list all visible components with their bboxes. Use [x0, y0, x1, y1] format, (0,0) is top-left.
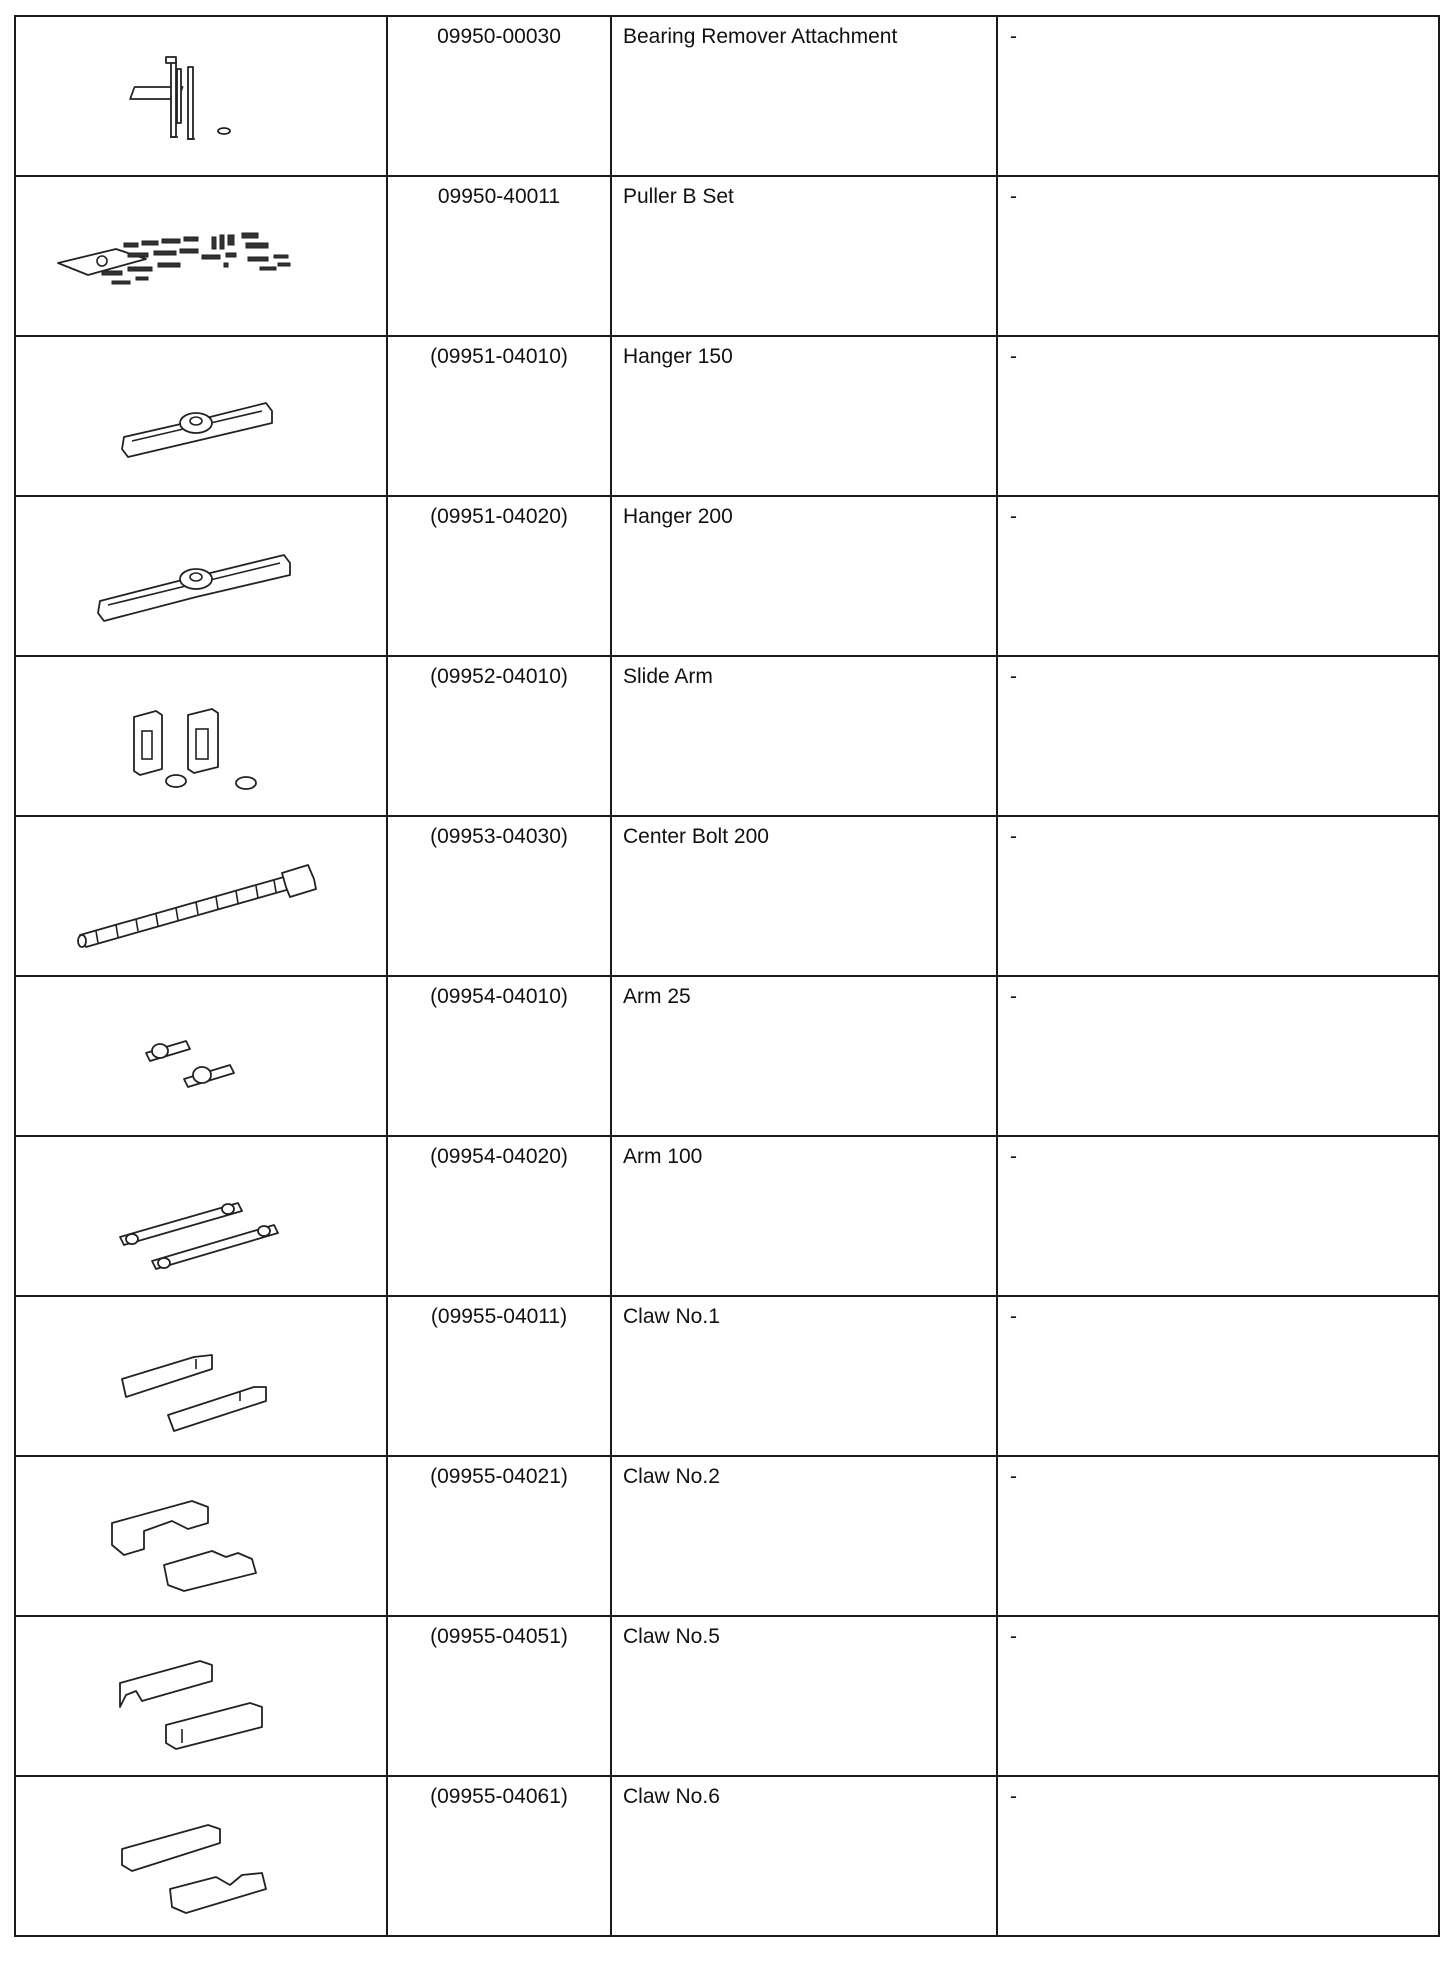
tool-note: - [997, 1136, 1439, 1296]
tool-note: - [997, 16, 1439, 176]
tool-name: Arm 25 [611, 976, 997, 1136]
part-number: (09953-04030) [387, 816, 611, 976]
part-number: (09951-04010) [387, 336, 611, 496]
table-row [15, 336, 1439, 496]
part-number: (09955-04051) [387, 1616, 611, 1776]
hanger-200-icon [16, 497, 386, 655]
tool-illustration-cell [15, 1776, 387, 1936]
slide-arm-icon [16, 657, 386, 815]
table-row [15, 1136, 1439, 1296]
part-number: 09950-40011 [387, 176, 611, 336]
claw-no2-icon [16, 1457, 386, 1615]
table-row [15, 496, 1439, 656]
tool-name: Puller B Set [611, 176, 997, 336]
tool-illustration-cell [15, 976, 387, 1136]
table-row [15, 176, 1439, 336]
bearing-remover-attachment-icon [16, 17, 386, 175]
special-tools-table [14, 15, 1440, 1937]
tool-illustration-cell [15, 336, 387, 496]
table-row [15, 1776, 1439, 1936]
tool-note: - [997, 1616, 1439, 1776]
table-row [15, 976, 1439, 1136]
table-row [15, 1456, 1439, 1616]
tool-note: - [997, 816, 1439, 976]
puller-b-set-icon [16, 177, 386, 335]
tool-illustration-cell [15, 1616, 387, 1776]
part-number: (09951-04020) [387, 496, 611, 656]
part-number: (09955-04061) [387, 1776, 611, 1936]
tool-note: - [997, 976, 1439, 1136]
tool-note: - [997, 496, 1439, 656]
tool-illustration-cell [15, 176, 387, 336]
center-bolt-200-icon [16, 817, 386, 975]
claw-no5-icon [16, 1617, 386, 1775]
tool-note: - [997, 1776, 1439, 1936]
part-number: (09955-04011) [387, 1296, 611, 1456]
tool-note: - [997, 176, 1439, 336]
tool-illustration-cell [15, 16, 387, 176]
part-number: (09954-04010) [387, 976, 611, 1136]
tool-illustration-cell [15, 1296, 387, 1456]
table-row [15, 656, 1439, 816]
table-row [15, 1296, 1439, 1456]
claw-no1-icon [16, 1297, 386, 1455]
claw-no6-icon [16, 1777, 386, 1935]
part-number: 09950-00030 [387, 16, 611, 176]
tool-name: Arm 100 [611, 1136, 997, 1296]
tool-note: - [997, 656, 1439, 816]
tool-name: Slide Arm [611, 656, 997, 816]
tool-name: Claw No.2 [611, 1456, 997, 1616]
tool-note: - [997, 336, 1439, 496]
hanger-150-icon [16, 337, 386, 495]
tool-name: Hanger 150 [611, 336, 997, 496]
tool-name: Claw No.1 [611, 1296, 997, 1456]
tool-name: Claw No.5 [611, 1616, 997, 1776]
part-number: (09955-04021) [387, 1456, 611, 1616]
table-row [15, 1616, 1439, 1776]
tool-note: - [997, 1456, 1439, 1616]
tool-illustration-cell [15, 496, 387, 656]
table-row [15, 816, 1439, 976]
tool-illustration-cell [15, 1136, 387, 1296]
arm-25-icon [16, 977, 386, 1135]
tool-name: Bearing Remover Attachment [611, 16, 997, 176]
part-number: (09952-04010) [387, 656, 611, 816]
table-row [15, 16, 1439, 176]
tool-illustration-cell [15, 1456, 387, 1616]
part-number: (09954-04020) [387, 1136, 611, 1296]
tool-name: Center Bolt 200 [611, 816, 997, 976]
tool-illustration-cell [15, 656, 387, 816]
tool-name: Claw No.6 [611, 1776, 997, 1936]
arm-100-icon [16, 1137, 386, 1295]
tool-note: - [997, 1296, 1439, 1456]
tool-illustration-cell [15, 816, 387, 976]
tool-name: Hanger 200 [611, 496, 997, 656]
